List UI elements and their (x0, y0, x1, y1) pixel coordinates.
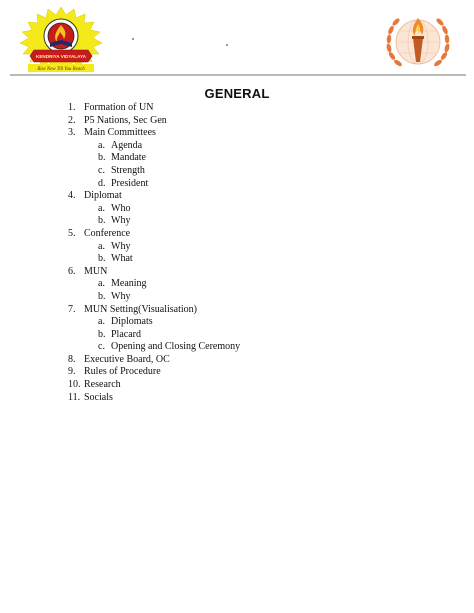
crest-motto: Rise Now Till You Reach (37, 67, 85, 72)
page-title: GENERAL (204, 86, 270, 101)
list-item-number: 11. (68, 391, 81, 403)
sub-list-item-text: Why (111, 215, 131, 227)
list-item-text: Conference (84, 227, 131, 239)
list-item-number: 7. (68, 303, 76, 315)
school-crest-logo (12, 6, 110, 74)
sub-list-item-letter: b. (98, 253, 106, 265)
list-item-text: Research (84, 379, 121, 391)
sub-list-item-letter: a. (98, 240, 105, 252)
header-dot (226, 44, 228, 46)
list-item-number: 4. (68, 190, 76, 202)
list-item-number: 1. (68, 102, 76, 113)
torch-globe-laurel-logo (382, 12, 454, 74)
list-item-text: Socials (84, 391, 113, 403)
sub-list-item-text: Meaning (111, 278, 147, 290)
list-item-text: Formation of UN (84, 102, 154, 113)
list-item-text: MUN (84, 265, 108, 277)
sub-list-item-text: Mandate (111, 152, 146, 164)
sub-list-item-text: Why (111, 240, 131, 252)
sub-list-item-letter: c. (98, 341, 105, 353)
sub-list-item-text: Who (111, 202, 131, 214)
list-item-number: 9. (68, 366, 76, 378)
page-header (0, 0, 474, 80)
list-item-text: Executive Board, OC (84, 353, 170, 365)
list-item-number: 6. (68, 265, 76, 277)
list-item-text: P5 Nations, Sec Gen (84, 114, 167, 126)
sub-list-item-letter: b. (98, 290, 106, 302)
sub-list-item-letter: c. (98, 164, 105, 176)
list-item-number: 2. (68, 114, 76, 126)
sub-list-item-text: Diplomats (111, 316, 153, 328)
sub-list-item-letter: a. (98, 202, 105, 214)
sub-list-item-letter: b. (98, 152, 106, 164)
list-item-text: MUN Setting(Visualisation) (84, 303, 198, 315)
header-rule (10, 74, 466, 76)
sub-list-item-text: Agenda (111, 139, 143, 151)
list-item-text: Rules of Procedure (84, 366, 161, 378)
list-item-number: 5. (68, 227, 76, 239)
sub-list-item-letter: a. (98, 316, 105, 328)
sub-list-item-text: Opening and Closing Ceremony (111, 341, 241, 353)
list-item-number: 8. (68, 353, 76, 365)
sub-list-item-letter: d. (98, 177, 106, 189)
header-dot (132, 38, 134, 40)
sub-list-item-text: Strength (111, 164, 145, 176)
sub-list-item-text: President (111, 177, 149, 189)
sub-list-item-text: What (111, 253, 133, 265)
list-item-text: Main Committees (84, 127, 156, 139)
list-item-number: 10. (68, 379, 81, 391)
list-item-text: Diplomat (84, 190, 122, 202)
sub-list-item-letter: a. (98, 139, 105, 151)
sub-list-item-letter: b. (98, 215, 106, 227)
sub-list-item-letter: b. (98, 328, 106, 340)
list-item-number: 3. (68, 127, 76, 139)
sub-list-item-letter: a. (98, 278, 105, 290)
sub-list-item-text: Why (111, 290, 131, 302)
crest-banner-text: KENDRIYA VIDYALAYA (36, 54, 86, 59)
sub-list-item-text: Placard (111, 328, 141, 340)
